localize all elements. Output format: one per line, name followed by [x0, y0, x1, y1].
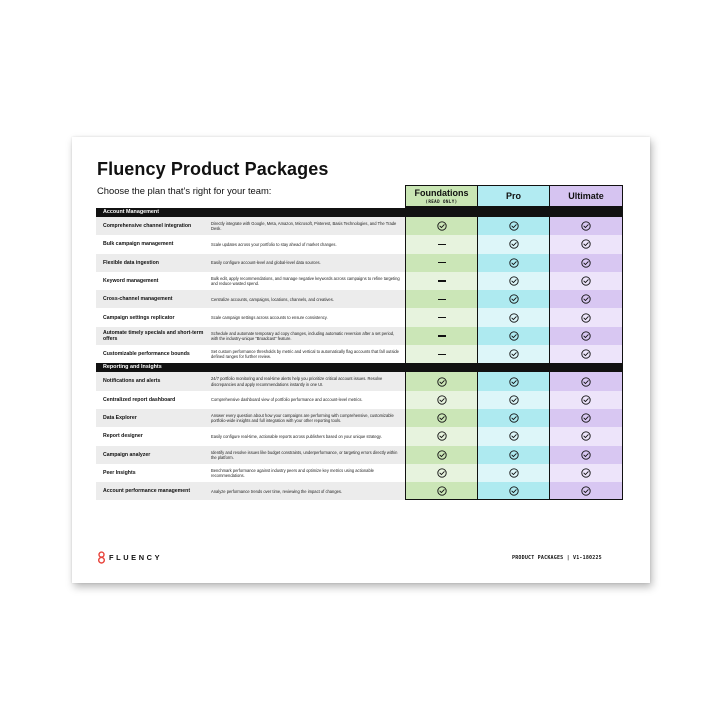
check-circle-icon [437, 431, 447, 441]
check-circle-icon [509, 349, 519, 359]
ultimate-cell [549, 290, 623, 308]
ultimate-cell [549, 272, 623, 290]
table-row [96, 308, 623, 326]
section-header: Reporting and Insights [96, 363, 623, 372]
pro-cell [477, 345, 550, 363]
table-body [96, 208, 623, 500]
document-version-label: PRODUCT PACKAGES | V1-180225 [512, 555, 602, 561]
check-circle-icon [581, 331, 591, 341]
pro-cell [477, 391, 550, 409]
page-subtitle: Choose the plan that’s right for your team: [97, 185, 272, 196]
table-row [96, 427, 623, 445]
feature-name: Campaign analyzer [103, 451, 151, 458]
pro-cell [477, 272, 550, 290]
check-circle-icon [581, 413, 591, 423]
feature-name: Peer Insights [103, 469, 136, 476]
feature-description: Scale campaign settings across accounts to ensure consistency. [211, 315, 328, 321]
check-circle-icon [437, 221, 447, 231]
pro-cell [477, 308, 550, 326]
table-row [96, 235, 623, 253]
plan-name: Pro [505, 190, 521, 201]
feature-description: Comprehensive dashboard view of portfolio performance and account-level metrics. [211, 397, 363, 403]
table-row [96, 482, 623, 500]
pro-cell [477, 427, 550, 445]
feature-name: Data Explorer [103, 415, 137, 422]
check-circle-icon [437, 486, 447, 496]
ultimate-cell [549, 235, 623, 253]
feature-name: Automate timely specials and short-term offers [103, 329, 204, 342]
table-row [96, 290, 623, 308]
plan-name: Foundations [414, 187, 469, 198]
ultimate-cell [549, 391, 623, 409]
feature-name: Notifications and alerts [103, 378, 161, 385]
feature-description: Identify and resolve issues like budget constraints, underperformance, or targeting errors directly within the platform. [211, 449, 398, 460]
check-circle-icon [509, 431, 519, 441]
check-circle-icon [509, 468, 519, 478]
feature-name: Report designer [103, 433, 143, 440]
check-circle-icon [509, 239, 519, 249]
feature-description: Scale updates across your portfolio to stay ahead of market changes. [211, 241, 337, 247]
feature-name: Keyword management [103, 277, 159, 284]
foundations-cell [405, 327, 478, 345]
pro-cell [477, 372, 550, 390]
check-circle-icon [581, 258, 591, 268]
foundations-cell [405, 446, 478, 464]
check-circle-icon [581, 450, 591, 460]
feature-description: 24/7 portfolio monitoring and real-time alerts help you prioritize critical account issues. Resolve discrepancies and apply recommendations instantly in one UI. [211, 376, 383, 387]
plan-header-ultimate [549, 185, 623, 207]
check-circle-icon [509, 450, 519, 460]
check-circle-icon [581, 313, 591, 323]
table-row [96, 345, 623, 363]
foundations-cell [405, 409, 478, 427]
feature-description: Directly integrate with Google, Meta, Amazon, Microsoft, Pinterest, Basis Technologies, and The Trade Desk. [211, 220, 397, 232]
feature-name: Flexible data ingestion [103, 259, 159, 266]
check-circle-icon [509, 221, 519, 231]
check-circle-icon [509, 258, 519, 268]
feature-name: Campaign settings replicator [103, 314, 175, 321]
dash-icon [438, 244, 446, 245]
check-circle-icon [509, 377, 519, 387]
feature-description: Schedule and automate temporary ad copy changes, including automatic reversion after a set period, with the industry-unique “Broadcast” feature. [211, 330, 395, 341]
dash-icon [438, 317, 446, 318]
feature-name: Comprehensive channel integration [103, 223, 192, 230]
feature-name: Bulk campaign management [103, 241, 174, 248]
check-circle-icon [581, 349, 591, 359]
table-row [96, 446, 623, 464]
feature-description: Easily configure account-level and global-level data sources. [211, 260, 321, 266]
fluency-logo [97, 551, 162, 564]
plan-header-pro [477, 185, 550, 207]
ultimate-cell [549, 482, 623, 500]
pro-cell [477, 217, 550, 235]
table-row [96, 409, 623, 427]
ultimate-cell [549, 409, 623, 427]
check-circle-icon [437, 377, 447, 387]
foundations-cell [405, 391, 478, 409]
ultimate-cell [549, 308, 623, 326]
foundations-cell [405, 254, 478, 272]
foundations-cell [405, 217, 478, 235]
check-circle-icon [509, 313, 519, 323]
fluency-logo-icon [97, 551, 106, 564]
dash-icon [438, 280, 446, 281]
foundations-cell [405, 290, 478, 308]
pro-cell [477, 327, 550, 345]
foundations-cell [405, 427, 478, 445]
ultimate-cell [549, 254, 623, 272]
pro-cell [477, 254, 550, 272]
check-circle-icon [581, 468, 591, 478]
dash-icon [438, 262, 446, 263]
table-row [96, 391, 623, 409]
table-row [96, 254, 623, 272]
ultimate-cell [549, 217, 623, 235]
ultimate-cell [549, 464, 623, 482]
foundations-cell [405, 308, 478, 326]
check-circle-icon [581, 294, 591, 304]
check-circle-icon [581, 221, 591, 231]
check-circle-icon [509, 395, 519, 405]
ultimate-cell [549, 427, 623, 445]
table-row [96, 327, 623, 345]
check-circle-icon [437, 450, 447, 460]
feature-description: Analyze performance trends over time, reviewing the impact of changes. [211, 488, 343, 494]
check-circle-icon [581, 395, 591, 405]
check-circle-icon [581, 276, 591, 286]
dash-icon [438, 299, 446, 300]
ultimate-cell [549, 327, 623, 345]
logo-wordmark: FLUENCY [109, 553, 163, 562]
feature-name: Cross-channel management [103, 296, 173, 303]
foundations-cell [405, 464, 478, 482]
check-circle-icon [581, 431, 591, 441]
table-row [96, 372, 623, 390]
ultimate-cell [549, 446, 623, 464]
foundations-cell [405, 235, 478, 253]
check-circle-icon [509, 413, 519, 423]
check-circle-icon [581, 486, 591, 496]
check-circle-icon [437, 413, 447, 423]
table-row [96, 272, 623, 290]
feature-description: Easily configure real-time, actionable reports across publishers based on your unique strategy. [211, 433, 382, 439]
feature-description: Benchmark performance against industry peers and optimize key metrics using actionable recommendations. [211, 467, 374, 478]
plan-name: Ultimate [568, 190, 604, 201]
pro-cell [477, 464, 550, 482]
feature-description: Bulk edit, apply recommendations, and manage negative keywords across campaigns to refine targeting and reduce wasted spend. [211, 275, 400, 287]
feature-name: Customizable performance bounds [103, 351, 190, 358]
check-circle-icon [581, 239, 591, 249]
page-title: Fluency Product Packages [97, 159, 329, 179]
foundations-cell [405, 482, 478, 500]
check-circle-icon [509, 276, 519, 286]
feature-name: Centralized report dashboard [103, 396, 176, 403]
check-circle-icon [509, 294, 519, 304]
foundations-cell [405, 345, 478, 363]
dash-icon [438, 354, 446, 355]
section-header: Account Management [96, 208, 623, 217]
check-circle-icon [509, 486, 519, 496]
table-row [96, 217, 623, 235]
plan-header-foundations [405, 185, 478, 207]
table-row [96, 464, 623, 482]
pro-cell [477, 446, 550, 464]
pro-cell [477, 290, 550, 308]
check-circle-icon [437, 468, 447, 478]
plan-note: (READ ONLY) [425, 198, 458, 204]
pro-cell [477, 235, 550, 253]
check-circle-icon [437, 395, 447, 405]
pro-cell [477, 482, 550, 500]
document-page [72, 137, 650, 583]
ultimate-cell [549, 372, 623, 390]
pro-cell [477, 409, 550, 427]
dash-icon [438, 335, 446, 336]
feature-description: Set custom performance thresholds by metric and vertical to automatically flag accounts that fall outside defined ranges for further review. [211, 349, 399, 360]
check-circle-icon [509, 331, 519, 341]
feature-description: Answer every question about how your campaigns are performing with comprehensive, customizable portfolio-wide insights and full integration with your other reporting tools. [211, 412, 394, 424]
feature-description: Centralize accounts, campaigns, locations, channels, and creatives. [211, 296, 334, 302]
check-circle-icon [581, 377, 591, 387]
ultimate-cell [549, 345, 623, 363]
feature-name: Account performance management [103, 488, 191, 495]
foundations-cell [405, 372, 478, 390]
foundations-cell [405, 272, 478, 290]
